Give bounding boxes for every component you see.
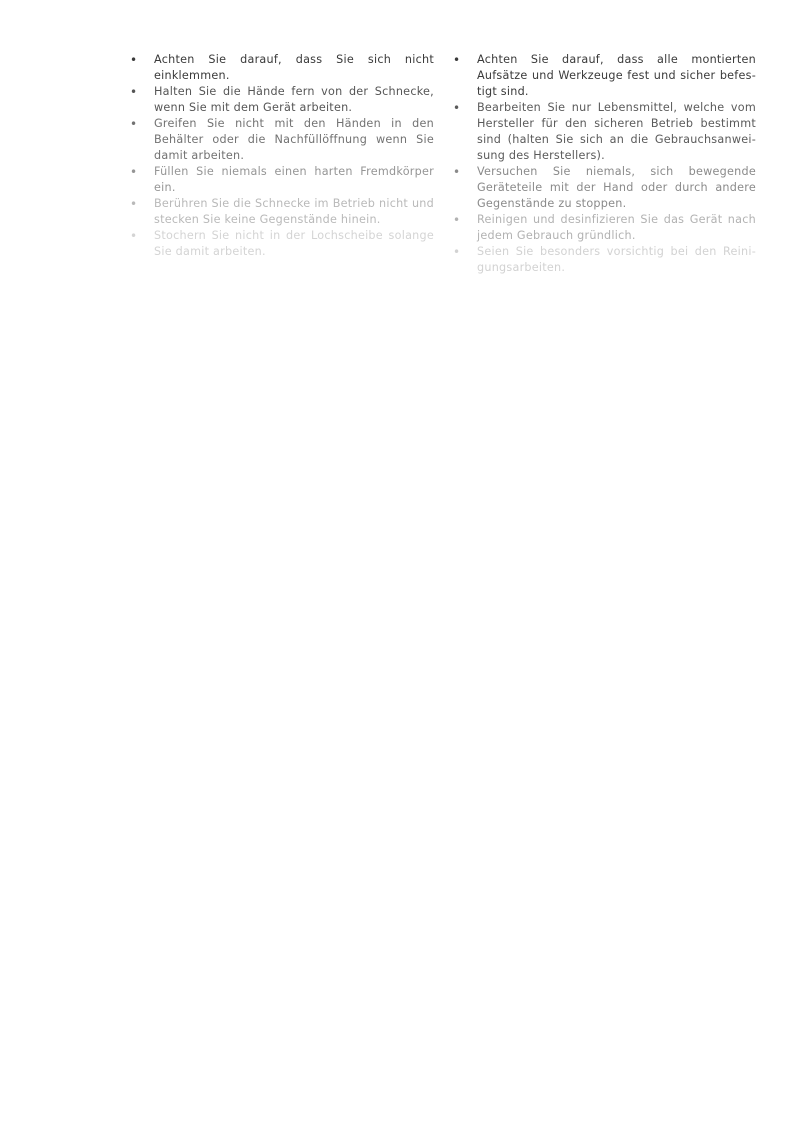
- bullet-marker: •: [453, 165, 461, 179]
- list-item-text: Achten Sie darauf, dass Sie sich nicht einklemmen.: [154, 53, 434, 82]
- list-item-text: Versuchen Sie niemals, sich bewegende Geräteteile mit der Hand oder durch andere Gegenstände zu stoppen.: [477, 165, 756, 210]
- list-item: [453, 100, 756, 164]
- list-item: [453, 164, 756, 212]
- list-item: [453, 212, 756, 244]
- list-item: [453, 52, 756, 100]
- list-item-text: Füllen Sie niemals einen harten Fremdkörper ein.: [154, 165, 434, 194]
- list-item-text: Halten Sie die Hände fern von der Schnecke, wenn Sie mit dem Gerät arbeiten.: [154, 85, 434, 114]
- list-item-text: Achten Sie darauf, dass alle montierten Aufsätze und Werkzeuge fest und sicher befes-tigt sind.: [477, 53, 756, 98]
- list-item: [130, 84, 434, 116]
- bullet-marker: •: [453, 53, 461, 67]
- list-item-text: Greifen Sie nicht mit den Händen in den Behälter oder die Nachfüllöffnung wenn Sie damit arbeiten.: [154, 117, 434, 162]
- list-item: [130, 52, 434, 84]
- bullet-marker: •: [130, 229, 138, 243]
- list-item-text: Seien Sie besonders vorsichtig bei den Reini-gungsarbeiten.: [477, 245, 756, 274]
- list-item-text: Bearbeiten Sie nur Lebensmittel, welche vom Hersteller für den sicheren Betrieb bestimmt sind (halten Sie sich an die Gebrauchsanwei-sung des Herstellers).: [477, 101, 756, 162]
- bullet-marker: •: [130, 53, 138, 67]
- bullet-marker: •: [130, 165, 138, 179]
- safety-list-right: [453, 52, 756, 276]
- list-item-text: Stochern Sie nicht in der Lochscheibe solange Sie damit arbeiten.: [154, 229, 434, 258]
- list-item: [130, 196, 434, 228]
- bullet-marker: •: [453, 101, 461, 115]
- bullet-marker: •: [130, 85, 138, 99]
- bullet-marker: •: [453, 213, 461, 227]
- bullet-marker: •: [130, 197, 138, 211]
- bullet-marker: •: [453, 245, 461, 259]
- list-item: [130, 164, 434, 196]
- list-item-text: Berühren Sie die Schnecke im Betrieb nicht und stecken Sie keine Gegenstände hinein.: [154, 197, 434, 226]
- list-item: [453, 244, 756, 276]
- list-item: [130, 228, 434, 260]
- safety-list-left: [130, 52, 434, 260]
- list-item: [130, 116, 434, 164]
- bullet-marker: •: [130, 117, 138, 131]
- list-item-text: Reinigen und desinfizieren Sie das Gerät nach jedem Gebrauch gründlich.: [477, 213, 756, 242]
